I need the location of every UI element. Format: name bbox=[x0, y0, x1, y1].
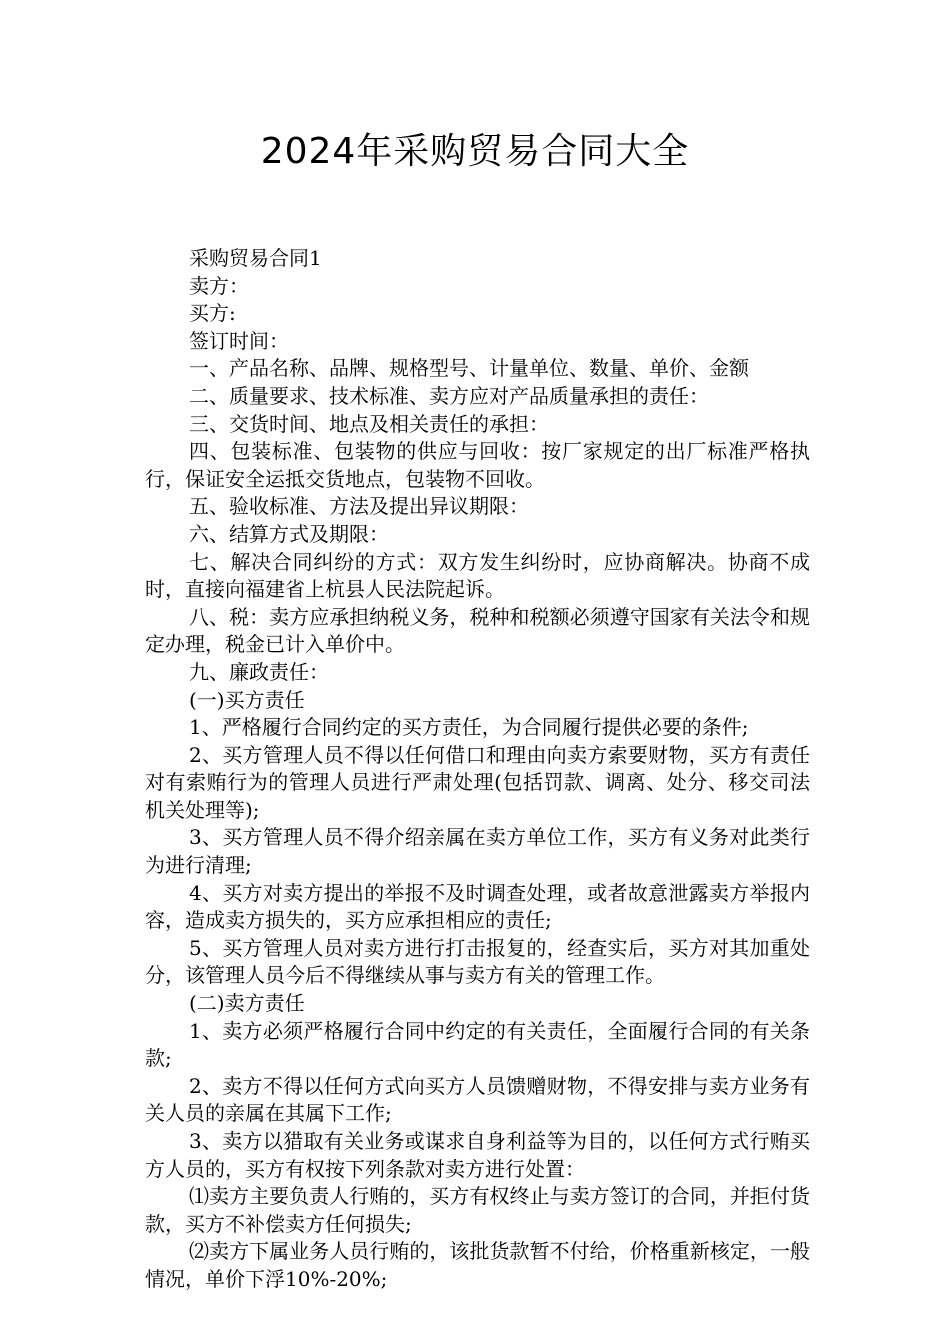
paragraph: 4、买方对卖方提出的举报不及时调查处理，或者故意泄露卖方举报内容，造成卖方损失的，买方应承担相应的责任; bbox=[145, 880, 810, 933]
paragraph: 五、验收标准、方法及提出异议期限： bbox=[189, 494, 529, 519]
paragraph: 2、卖方不得以任何方式向买方人员馈赠财物，不得安排与卖方业务有关人员的亲属在其属下工作; bbox=[145, 1073, 810, 1126]
paragraph: ⑴卖方主要负责人行贿的，买方有权终止与卖方签订的合同，并拒付货款，买方不补偿卖方任何损失; bbox=[145, 1184, 810, 1236]
document-title: 2024年采购贸易合同大全 bbox=[260, 131, 690, 172]
paragraph: 3、买方管理人员不得介绍亲属在卖方单位工作，买方有义务对此类行为进行清理; bbox=[145, 825, 810, 878]
paragraph: 1、卖方必须严格履行合同中约定的有关责任，全面履行合同的有关条款; bbox=[145, 1018, 810, 1071]
paragraph: 签订时间： bbox=[189, 328, 289, 353]
paragraph: 一、产品名称、品牌、规格型号、计量单位、数量、单价、金额 bbox=[189, 356, 749, 381]
paragraph: 2、买方管理人员不得以任何借口和理由向卖方索要财物，买方有责任对有索贿行为的管理人员进行严肃处理(包括罚款、调离、处分、移交司法机关处理等); bbox=[145, 742, 810, 822]
paragraph: 3、卖方以猎取有关业务或谋求自身利益等为目的，以任何方式行贿买方人员的，买方有权按下列条款对卖方进行处置： bbox=[145, 1129, 810, 1181]
paragraph: 九、廉政责任： bbox=[189, 659, 329, 684]
paragraph: 采购贸易合同1 bbox=[189, 246, 322, 270]
paragraph: 七、解决合同纠纷的方式：双方发生纠纷时，应协商解决。协商不成时，直接向福建省上杭县人民法院起诉。 bbox=[145, 549, 810, 602]
paragraph: ⑵卖方下属业务人员行贿的，该批货款暂不付给，价格重新核定，一般情况，单价下浮10%-20%; bbox=[145, 1239, 810, 1291]
paragraph: 三、交货时间、地点及相关责任的承担： bbox=[189, 411, 549, 436]
paragraph: 5、买方管理人员对卖方进行打击报复的，经查实后，买方对其加重处分，该管理人员今后不得继续从事与卖方有关的管理工作。 bbox=[145, 935, 810, 988]
paragraph: 买方: bbox=[189, 301, 236, 326]
paragraph: (一)买方责任 bbox=[189, 687, 305, 712]
paragraph: 卖方： bbox=[189, 273, 249, 298]
paragraph: 四、包装标准、包装物的供应与回收：按厂家规定的出厂标准严格执行，保证安全运抵交货地点，包装物不回收。 bbox=[145, 439, 810, 491]
paragraph: 1、严格履行合同约定的买方责任，为合同履行提供必要的条件; bbox=[189, 715, 749, 740]
paragraph: (二)卖方责任 bbox=[189, 991, 305, 1016]
document-body bbox=[145, 245, 810, 1294]
paragraph: 二、质量要求、技术标准、卖方应对产品质量承担的责任： bbox=[189, 383, 709, 408]
paragraph: 六、结算方式及期限： bbox=[189, 521, 389, 546]
paragraph: 八、税：卖方应承担纳税义务，税种和税额必须遵守国家有关法令和规定办理，税金已计入单价中。 bbox=[145, 604, 810, 657]
